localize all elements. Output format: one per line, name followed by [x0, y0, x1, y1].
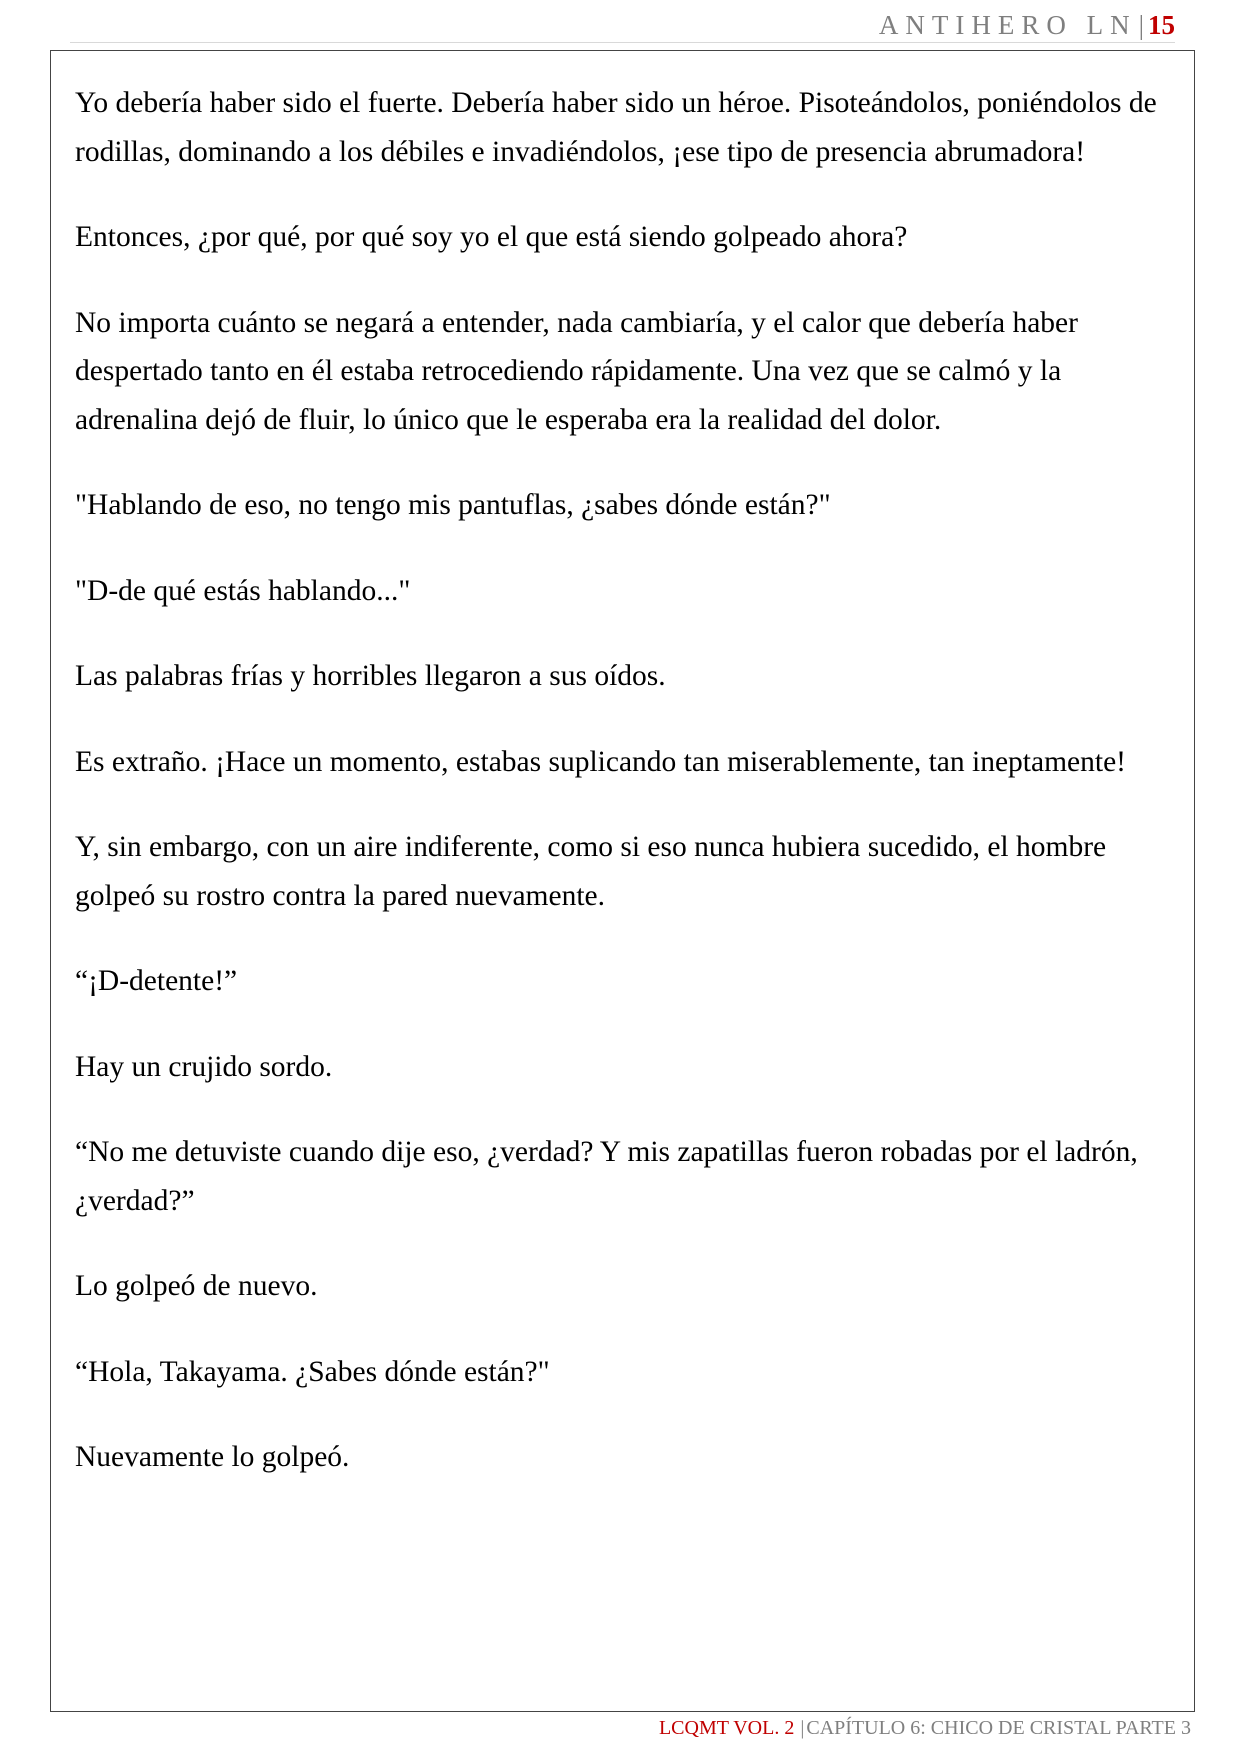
paragraph: Lo golpeó de nuevo. — [75, 1270, 318, 1302]
paragraph: Hay un crujido sordo. — [75, 1050, 333, 1083]
paragraph: Entonces, ¿por qué, por qué soy yo el que está siendo golpeado ahora? — [75, 221, 908, 253]
page-body — [75, 79, 1165, 1519]
paragraph: Las palabras frías y horribles llegaron a sus oídos. — [75, 660, 666, 692]
header-divider — [70, 42, 1175, 43]
page-header — [879, 10, 1175, 40]
paragraph: “No me detuviste cuando dije eso, ¿verdad? Y mis zapatillas fueron robadas por el ladrón, ¿verdad?” — [75, 1136, 1138, 1217]
paragraph: Yo debería haber sido el fuerte. Debería haber sido un héroe. Pisoteándolos, poniéndolos de rodillas, dominando a los débiles e invadiéndolos, ¡ese tipo de presencia abrumadora! — [75, 87, 1157, 168]
page-footer — [659, 1716, 1191, 1740]
footer-chapter: CAPÍTULO 6: CHICO DE CRISTAL PARTE 3 — [806, 1717, 1191, 1739]
book-title: ANTIHERO LN — [878, 10, 1137, 40]
header-separator: | — [1138, 10, 1144, 40]
paragraph: “¡D-detente!” — [75, 965, 238, 997]
paragraph: Nuevamente lo golpeó. — [75, 1441, 350, 1473]
paragraph: No importa cuánto se negará a entender, nada cambiaría, y el calor que debería haber despertado tanto en él estaba retrocediendo rápidamente. Una vez que se calmó y la adrenalina dejó de fluir, lo único que le esperaba era la realidad del dolor. — [75, 306, 1078, 436]
paragraph: “Hola, Takayama. ¿Sabes dónde están?" — [75, 1355, 550, 1388]
paragraph: "Hablando de eso, no tengo mis pantuflas, ¿sabes dónde están?" — [75, 489, 831, 521]
page-number: 15 — [1148, 10, 1175, 40]
paragraph: Es extraño. ¡Hace un momento, estabas suplicando tan miserablemente, tan ineptamente! — [75, 745, 1126, 778]
paragraph: "D-de qué estás hablando..." — [75, 574, 411, 607]
paragraph: Y, sin embargo, con un aire indiferente, como si eso nunca hubiera sucedido, el hombre golpeó su rostro contra la pared nuevamente. — [75, 831, 1107, 912]
footer-separator: | — [800, 1717, 805, 1739]
footer-volume: LCQMT VOL. 2 — [658, 1717, 795, 1739]
